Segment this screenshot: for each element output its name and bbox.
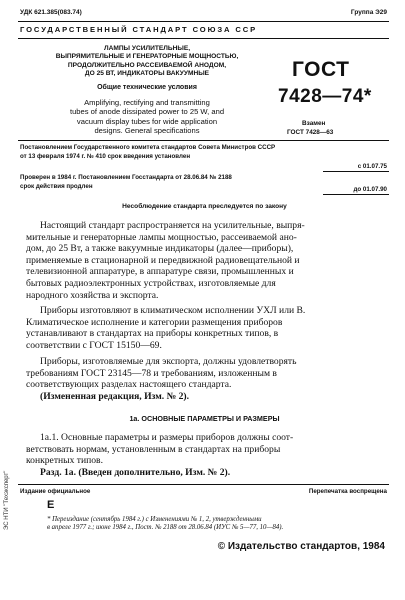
band-rule — [18, 38, 389, 39]
udk-code: УДК 621.385(083.74) — [20, 9, 82, 16]
resolution-line2: от 13 февраля 1974 г. № 410 срок введения установлен — [20, 153, 191, 160]
text-line: бытовых радиоэлектронных устройствах, изготовляемые для — [26, 277, 276, 289]
title-en-line: Amplifying, rectifying and transmitting — [84, 98, 210, 107]
group-code: Группа Э29 — [350, 9, 387, 16]
text-line: соответствующих разделах настоящего стандарта. — [26, 379, 232, 391]
title-ru — [20, 45, 274, 79]
text-line: конкретных типов. — [26, 455, 103, 467]
text-line: применяемые в стационарной и передвижной радиовещательной и — [26, 254, 300, 266]
title-rule — [18, 140, 389, 141]
reissue-note — [47, 516, 392, 533]
resolution-line1: Постановлением Государственного комитета стандартов Совета Министров СССР — [20, 144, 276, 151]
section-note: Разд. 1а. (Введен дополнительно, Изм. № 2). — [40, 466, 231, 478]
text-line: Приборы изготовляют в климатическом исполнении УХЛ или В. — [40, 305, 306, 316]
title-en-line: tubes of anode dissipated power to 25 W, and — [69, 107, 225, 117]
resolution-line3: Проверен в 1984 г. Постановлением Госстандарта от 28.06.84 № 2188 — [20, 174, 232, 181]
text-line: устанавливают в стандартах на приборы конкретных типов, в — [26, 328, 279, 340]
date-underline — [323, 171, 389, 172]
replaces-label: Взамен — [302, 120, 326, 127]
title-en-line: vacuum display tubes for wide application — [76, 116, 218, 126]
text-line: телевизионной аппаратуре, в аппаратуре связи, промышленных и — [26, 266, 294, 278]
title-ru-line: ПРОДОЛЖИТЕЛЬНО РАССЕИВАЕМОЙ АНОДОМ, — [67, 61, 227, 69]
title-en — [20, 98, 274, 135]
subtitle: Общие технические условия — [97, 84, 197, 91]
title-en-line: designs. General specifications — [94, 125, 200, 135]
resolution-date-extended: до 01.07.90 — [353, 186, 387, 193]
copyright: © Издательство стандартов, 1984 — [217, 541, 385, 552]
gost-number: 7428—74* — [278, 86, 372, 107]
text-line: соответствии с ГОСТ 15150—69. — [26, 339, 162, 351]
title-ru-line: ЛАМПЫ УСИЛИТЕЛЬНЫЕ, — [103, 45, 191, 52]
paragraph-params — [26, 432, 387, 478]
reprint-prohibited: Перепечатка воспрещена — [308, 488, 387, 495]
official-edition: Издание официальное — [20, 488, 91, 495]
gost-label: ГОСТ — [292, 58, 350, 81]
text-line: Настоящий стандарт распространяется на усилительные, выпря- — [40, 220, 305, 231]
amendment-note: (Измененная редакция, Изм. № 2). — [40, 390, 190, 402]
section-heading: 1а. ОСНОВНЫЕ ПАРАМЕТРЫ И РАЗМЕРЫ — [129, 414, 280, 423]
side-label: ЭС НТИ "Техэксперт" — [4, 470, 10, 530]
paragraph-scope — [26, 220, 387, 301]
title-ru-line: ДО 25 ВТ, ИНДИКАТОРЫ ВАКУУМНЫЕ — [84, 70, 210, 78]
text-line: дом, до 25 Вт, а также вакуумные индикаторы (далее—приборы), — [26, 243, 294, 255]
text-line: мительные и генераторные лампы мощностью, рассеиваемой ано- — [26, 231, 297, 243]
paragraph-climate — [26, 305, 387, 351]
text-line: Приборы, изготовляемые для экспорта, должны удовлетворять — [40, 356, 297, 367]
law-warning: Несоблюдение стандарта преследуется по закону — [122, 203, 287, 210]
text-line: Климатическое исполнение и категории размещения приборов — [26, 316, 283, 328]
text-line: требованиям ГОСТ 23145—78 и требованиям, изложенным в — [26, 367, 277, 379]
top-rule — [18, 21, 389, 22]
resolution-line4: срок действия продлен — [20, 183, 93, 190]
text-line: 1а.1. Основные параметры и размеры приборов должны соот- — [40, 432, 294, 443]
resolution-date-start: с 01.07.75 — [357, 163, 387, 170]
footer-rule — [18, 484, 389, 485]
paragraph-export — [26, 356, 387, 402]
note-line: в апреле 1977 г.; июне 1984 г., Пост. № 2188 от 28.06.84 (ИУС № 5—77, 10—84). — [47, 524, 284, 532]
text-line: народного хозяйства и экспорта. — [26, 289, 159, 301]
replaces-value: ГОСТ 7428—63 — [287, 129, 334, 136]
date-underline — [323, 194, 389, 195]
mark-letter: Е — [47, 499, 55, 511]
title-ru-line: ВЫПРЯМИТЕЛЬНЫЕ И ГЕНЕРАТОРНЫЕ МОЩНОСТЬЮ, — [55, 53, 239, 61]
text-line: ветствовать нормам, установленным в стандартах на приборы — [26, 443, 281, 455]
note-line: * Переиздание (сентябрь 1984 г.) с Изменениями № 1, 2, утвержденными — [47, 516, 262, 523]
band-title: ГОСУДАРСТВЕННЫЙ СТАНДАРТ СОЮЗА ССР — [20, 25, 258, 34]
